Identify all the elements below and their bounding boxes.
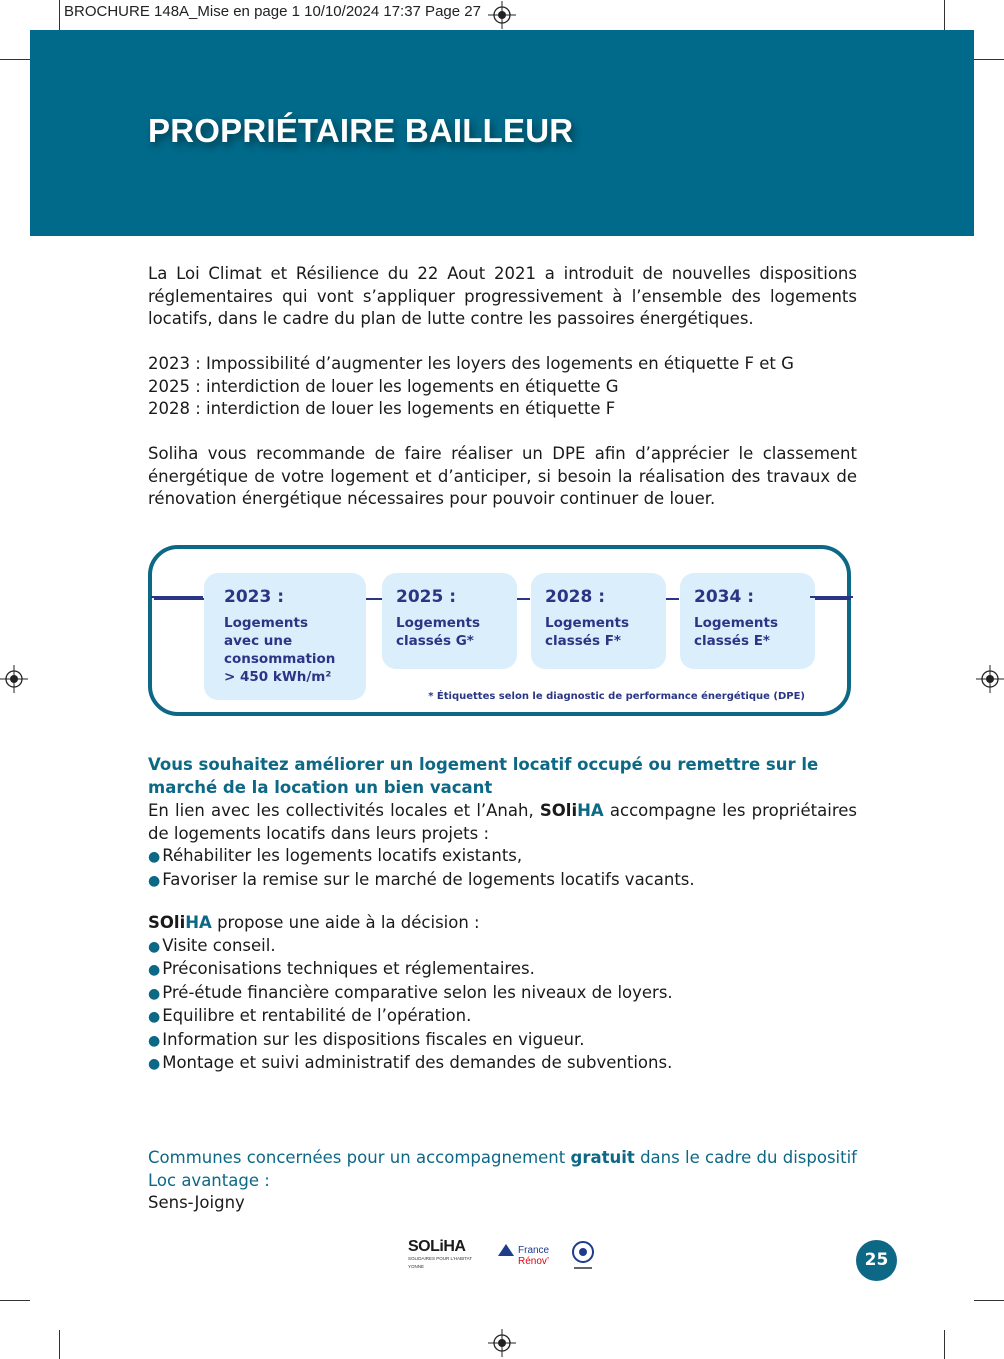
crop-mark bbox=[944, 1330, 945, 1359]
france-renov-icon bbox=[496, 1242, 516, 1258]
timeline-year: 2025 : bbox=[396, 587, 457, 607]
timeline-footnote: * Étiquettes selon le diagnostic de performance énergétique (DPE) bbox=[428, 691, 805, 702]
recommendation-paragraph: Soliha vous recommande de faire réaliser un DPE afin d’apprécier le classement énergétique de votre logement et d’anticiper, si besoin la réalisation des travaux de rénovation énergétique nécessaires pour pouvoir continuer de louer. bbox=[148, 444, 857, 508]
print-slug: BROCHURE 148A_Mise en page 1 10/10/2024 17:37 Page 27 bbox=[64, 3, 481, 20]
timeline-item-2034 bbox=[680, 573, 815, 669]
timeline-connector bbox=[664, 598, 679, 600]
bullet-icon: ● bbox=[148, 849, 161, 865]
partner-seal-icon bbox=[570, 1240, 596, 1274]
deadline-line: 2028 : interdiction de louer les logements en étiquette F bbox=[148, 399, 616, 418]
header-banner bbox=[30, 30, 974, 236]
list-item: ● Réhabiliter les logements locatifs existants, bbox=[148, 846, 523, 865]
section-heading: Vous souhaitez améliorer un logement locatif occupé ou remettre sur le marché de la location un bien vacant bbox=[148, 755, 819, 797]
list-item: ● Favoriser la remise sur le marché de logements locatifs vacants. bbox=[148, 869, 695, 889]
soliha-sub: YONNE bbox=[408, 1264, 425, 1269]
timeline-connector bbox=[810, 596, 853, 598]
crop-mark bbox=[974, 1300, 1004, 1301]
timeline-year: 2028 : bbox=[545, 587, 606, 607]
bullet-icon: ● bbox=[148, 962, 161, 978]
list-item: ● Préconisations techniques et réglementaires. bbox=[148, 959, 535, 978]
timeline-item-2023 bbox=[204, 573, 366, 700]
brand-name-part: HA bbox=[185, 913, 212, 932]
communes-block bbox=[148, 1147, 857, 1215]
list-item: ● Visite conseil. bbox=[148, 935, 276, 955]
deadline-line: 2023 : Impossibilité d’augmenter les loyers des logements en étiquette F et G bbox=[148, 354, 794, 373]
timeline-item-2025 bbox=[382, 573, 517, 669]
crop-mark bbox=[944, 0, 945, 30]
timeline-connector bbox=[515, 598, 530, 600]
recommendation-block bbox=[148, 443, 857, 511]
registration-mark-icon bbox=[0, 665, 28, 693]
list-item: ● Pré-étude financière comparative selon les niveaux de loyers. bbox=[148, 982, 673, 1002]
crop-mark bbox=[0, 1300, 30, 1301]
aid-block bbox=[148, 912, 857, 1076]
timeline-description: Logements classés G* bbox=[396, 615, 481, 649]
dpe-timeline bbox=[148, 545, 851, 716]
list-item: ● Information sur les dispositions fiscales en vigueur. bbox=[148, 1029, 585, 1049]
soliha-tagline: SOLIDAIRES POUR L’HABITAT bbox=[408, 1256, 473, 1261]
brand-name-part: SOli bbox=[148, 913, 186, 932]
france-renov-logo bbox=[496, 1240, 558, 1276]
intro-block bbox=[148, 263, 857, 331]
bullet-icon: ● bbox=[148, 872, 161, 889]
communes-text: Communes concernées pour un accompagnement gratuit dans le cadre du dispositif Loc avantage : bbox=[148, 1148, 857, 1190]
timeline-description: Logements classés F* bbox=[545, 615, 630, 649]
registration-mark-icon bbox=[976, 665, 1004, 693]
timeline-year: 2034 : bbox=[694, 587, 755, 607]
registration-mark-icon bbox=[488, 1, 516, 29]
aid-intro: SOliHA propose une aide à la décision : bbox=[148, 913, 480, 932]
timeline-connector bbox=[814, 598, 851, 600]
section-intro: En lien avec les collectivités locales et l’Anah, SOliHA accompagne les propriétaires de logements locatifs dans leurs projets : bbox=[148, 801, 857, 843]
page-number-badge: 25 bbox=[856, 1240, 897, 1281]
brand-name-part: HA bbox=[577, 801, 604, 820]
crop-mark bbox=[974, 59, 1004, 60]
brand-name-part: SOli bbox=[539, 801, 578, 820]
timeline-item-2028 bbox=[531, 573, 666, 669]
renov-label: Rénov’ bbox=[518, 1256, 550, 1267]
timeline-description: Logements classés E* bbox=[694, 615, 779, 649]
soliha-logo bbox=[408, 1238, 480, 1274]
france-label: France bbox=[518, 1245, 550, 1256]
bullet-icon: ● bbox=[148, 1056, 161, 1072]
crop-mark bbox=[0, 59, 30, 60]
crop-mark bbox=[59, 0, 60, 30]
registration-mark-icon bbox=[488, 1329, 516, 1357]
soliha-logo-text: SOLiHA bbox=[408, 1238, 466, 1255]
timeline-connector bbox=[154, 598, 205, 600]
timeline-year: 2023 : bbox=[224, 587, 285, 607]
bullet-icon: ● bbox=[148, 938, 161, 955]
timeline-description: Logements avec une consommation > 450 kWh/m² bbox=[224, 615, 336, 685]
crop-mark bbox=[59, 1330, 60, 1359]
intro-paragraph: La Loi Climat et Résilience du 22 Aout 2021 a introduit de nouvelles dispositions réglementaires qui vont s’appliquer progressivement à l’ensemble des logements locatifs, dans le cadre du plan de lutte contre les passoires énergétiques. bbox=[148, 264, 857, 328]
page-title: PROPRIÉTAIRE BAILLEUR bbox=[148, 112, 574, 149]
deadlines-block bbox=[148, 353, 857, 421]
bullet-icon: ● bbox=[148, 1009, 161, 1025]
list-item: ● Equilibre et rentabilité de l’opération. bbox=[148, 1006, 472, 1025]
section-body bbox=[148, 800, 857, 892]
deadline-line: 2025 : interdiction de louer les logements en étiquette G bbox=[148, 376, 619, 396]
bullet-icon: ● bbox=[148, 1032, 161, 1049]
timeline-connector bbox=[364, 598, 384, 600]
list-item: ● Montage et suivi administratif des demandes de subventions. bbox=[148, 1053, 673, 1072]
bullet-icon: ● bbox=[148, 985, 161, 1002]
timeline-connector bbox=[151, 596, 203, 598]
communes-value: Sens-Joigny bbox=[148, 1193, 245, 1212]
